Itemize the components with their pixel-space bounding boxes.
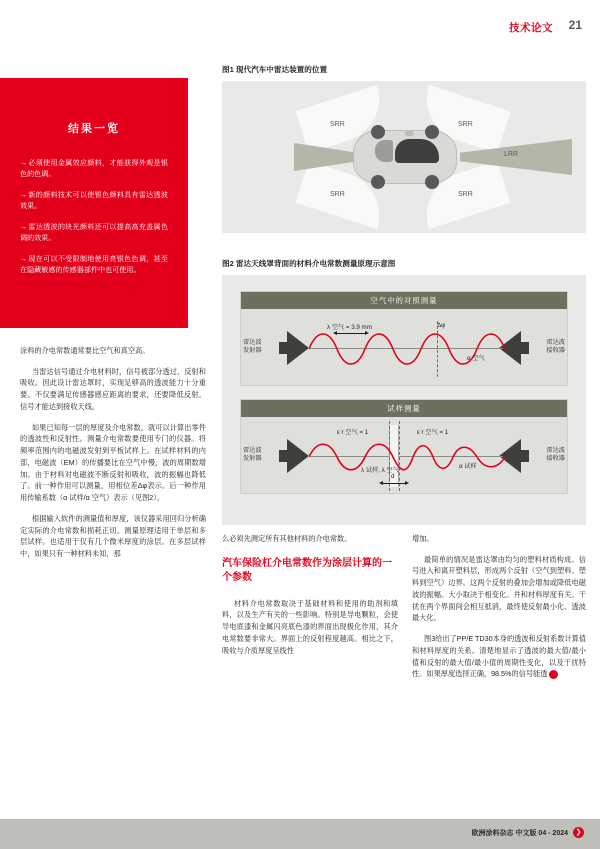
- section-heading: 汽车保险杠介电常数作为涂层计算的一个参数: [222, 557, 392, 584]
- arrow-icon: →: [20, 254, 28, 263]
- summary-title: 结果一览: [68, 123, 120, 135]
- figure-2-image: [222, 275, 586, 525]
- figure-2-caption: 图2 雷达天线罩背面的材料介电常数测量原理示意图: [222, 259, 396, 268]
- car-roof: [395, 139, 439, 163]
- list-item: [20, 222, 168, 245]
- list-item: [20, 190, 168, 213]
- body-column-right: [412, 533, 586, 689]
- transmitter-horn-icon: [287, 439, 309, 473]
- paragraph: 增加。: [412, 534, 434, 543]
- paragraph: 如果已知每一层的厚度及介电常数，就可以计算出零件的透波性和反射性。测量介电常数要使用专门的仪器。将频率范围内的电磁波发射到平板试样上。在试样材料的内部，电磁波（EM）的传播要比在空气中慢，波的周期数增加。由于材料对电磁波不断反射和吸收，波的振幅也降低了。前一种作用可以测量，用相位差Δφ表示。后一种作用用传输系数（α 试样/α 空气）表示（见图2）。: [20, 422, 206, 503]
- paragraph: 材料介电常数取决于基础材料和使用的助剂和填料，以及生产有关的一些影响。特别是导电颗粒，会使导电底漆和金属闪亮底色漆的界面出现极化作用，其介电常数要非常大。界面上的反射程度越高。相比之下，吸收与介质厚度呈线性: [222, 598, 398, 655]
- eps-air-left-label: ε r 空气 = 1: [337, 429, 369, 436]
- car-wheel: [371, 175, 385, 189]
- figure-1-image: [222, 81, 586, 233]
- panel-sample-title: 试样测量: [241, 400, 567, 417]
- panel-air-title: 空气中的对照测量: [241, 292, 567, 309]
- receiver-label-line1: 雷达波: [546, 339, 565, 346]
- transmitter-label-line2: 发射器: [243, 347, 262, 355]
- lambda-sample-label: λ 试样, λ 空气: [361, 467, 399, 474]
- car-windshield: [375, 140, 393, 162]
- sensor-label-srr-2: SRR: [458, 121, 473, 128]
- delta-phi-label: Δφ: [437, 322, 446, 329]
- summary-item-text: 雷达透波的块光颜料还可以提高高充盖属色调的效果。: [20, 222, 168, 243]
- car-mirror: [405, 131, 414, 136]
- body-column-middle: [222, 533, 398, 665]
- figure-2: [222, 258, 586, 525]
- footer-text: 欧洲涂料杂志 中文版 04 - 2024: [471, 830, 568, 837]
- arrow-icon: →: [20, 190, 28, 199]
- paragraph: 么必须先测定所有其他材料的介电常数。: [222, 534, 352, 543]
- wavelength-dimension: [337, 333, 365, 334]
- phase-reference-line: [437, 321, 438, 377]
- page-header: [0, 0, 600, 40]
- list-item: [20, 254, 168, 277]
- receiver-label-line2: 接收器: [546, 455, 565, 463]
- transmitter-label-line1: 雷达波: [243, 339, 262, 346]
- car-wheel: [371, 125, 385, 139]
- summary-item-text: 必须使用金属效应颜料，才能获得外观是银色的色调。: [20, 159, 168, 179]
- thickness-label: d: [391, 473, 395, 480]
- sensor-label-srr-1: SRR: [330, 121, 345, 128]
- receiver-stem: [521, 342, 529, 354]
- panel-air-measurement: [240, 291, 568, 386]
- transmitter-label-sample: [243, 447, 262, 463]
- transmitter-label-air: [243, 339, 262, 355]
- transmitter-horn-icon: [287, 331, 309, 365]
- sensor-label-srr-3: SRR: [330, 191, 345, 198]
- alpha-air-label: α 空气: [467, 355, 485, 362]
- paragraph: 当雷达信号通过介电材料时，信号被部分透过、反射和吸收。因此设计雷达罩时，实现足够高的透波能力十分重要。不仅要满足传感器感应距离的要求，还要降低反射。信号才能达到接收天线。: [20, 366, 206, 411]
- footer-marker-icon: ❯: [573, 827, 584, 838]
- thickness-dimension: [383, 483, 405, 484]
- figure-1-caption: 图1 现代汽车中雷达装置的位置: [222, 65, 328, 74]
- summary-box: [0, 78, 188, 328]
- summary-list: [20, 158, 168, 277]
- receiver-label-sample: [546, 447, 565, 463]
- list-item: [20, 158, 168, 181]
- figure-1: [222, 64, 586, 233]
- paragraph: 最简单的情况是雷达罩由均匀的塑料材质构成。信号进入和离开塑料层，形成两个反射（空气到塑料、塑料到空气）边界。这两个反射的叠加会增加或降低电磁波的振幅。大小取决于相变化。并和材料厚度有关。干扰在两个界面间会相互抵消，最终使反射最小化、透波最大化。: [412, 554, 586, 623]
- eps-air-right-label: ε r 空气 = 1: [417, 429, 449, 436]
- continuation-arrow-icon: ❯: [549, 670, 558, 679]
- paragraph: 涂料的介电常数通常要比空气和真空高。: [20, 346, 150, 355]
- transmitter-stem: [279, 450, 287, 462]
- paragraph: 根据输入软件的测量值和厚度，该仪器采用回归分析确定实际的介电常数和损耗正切。测量原理适用于单层和多层试样。也适用于仅有几个微米厚度的涂层。在多层试样中，如果只有一种材料未知，那: [20, 513, 206, 559]
- car-wheel: [425, 125, 439, 139]
- panel-sample-body: [241, 417, 567, 493]
- arrow-icon: →: [20, 159, 28, 167]
- transmitter-label-line2: 发射器: [243, 455, 262, 463]
- footer-bar: [0, 819, 600, 849]
- sensor-label-srr-4: SRR: [458, 191, 473, 198]
- transmitter-label-line1: 雷达波: [243, 447, 262, 454]
- transmitter-stem: [279, 342, 287, 354]
- paragraph: [412, 633, 586, 680]
- sensor-label-lrr: LRR: [504, 151, 519, 158]
- summary-item-text: 现在可以不受限制地使用亮银色色调，甚至在隐藏敏感的传感器部件中也可使用。: [20, 254, 168, 275]
- page-number: 21: [568, 18, 582, 32]
- waveform-sample: [309, 438, 505, 476]
- panel-sample-measurement: [240, 399, 568, 494]
- arrow-icon: →: [20, 222, 28, 231]
- lambda-air-label: λ 空气 = 3.9 mm: [327, 324, 372, 331]
- body-column-left: [20, 345, 206, 569]
- receiver-stem: [521, 450, 529, 462]
- receiver-label-air: [546, 339, 565, 355]
- receiver-label-line2: 接收器: [546, 347, 565, 355]
- receiver-label-line1: 雷达波: [546, 447, 565, 454]
- car-wheel: [425, 175, 439, 189]
- header-title: 技术论文: [509, 22, 553, 34]
- summary-item-text: 新的颜料技术可以使银色颜料具有雷达透波效果。: [20, 190, 168, 211]
- panel-air-body: [241, 309, 567, 385]
- alpha-sample-label: α 试样: [459, 463, 477, 470]
- car-illustration: [353, 130, 457, 184]
- paragraph-text: 图3给出了PP/E TD30本身的透波和反射系数计算值和材料厚度的关系。清楚地显示了透波的最大值/最小值和反射的最大值/最小值的周期性变化，以及干扰特性。如果厚度选择正确，98.5%的信号能透: [412, 634, 587, 679]
- waveform-air: [309, 328, 505, 370]
